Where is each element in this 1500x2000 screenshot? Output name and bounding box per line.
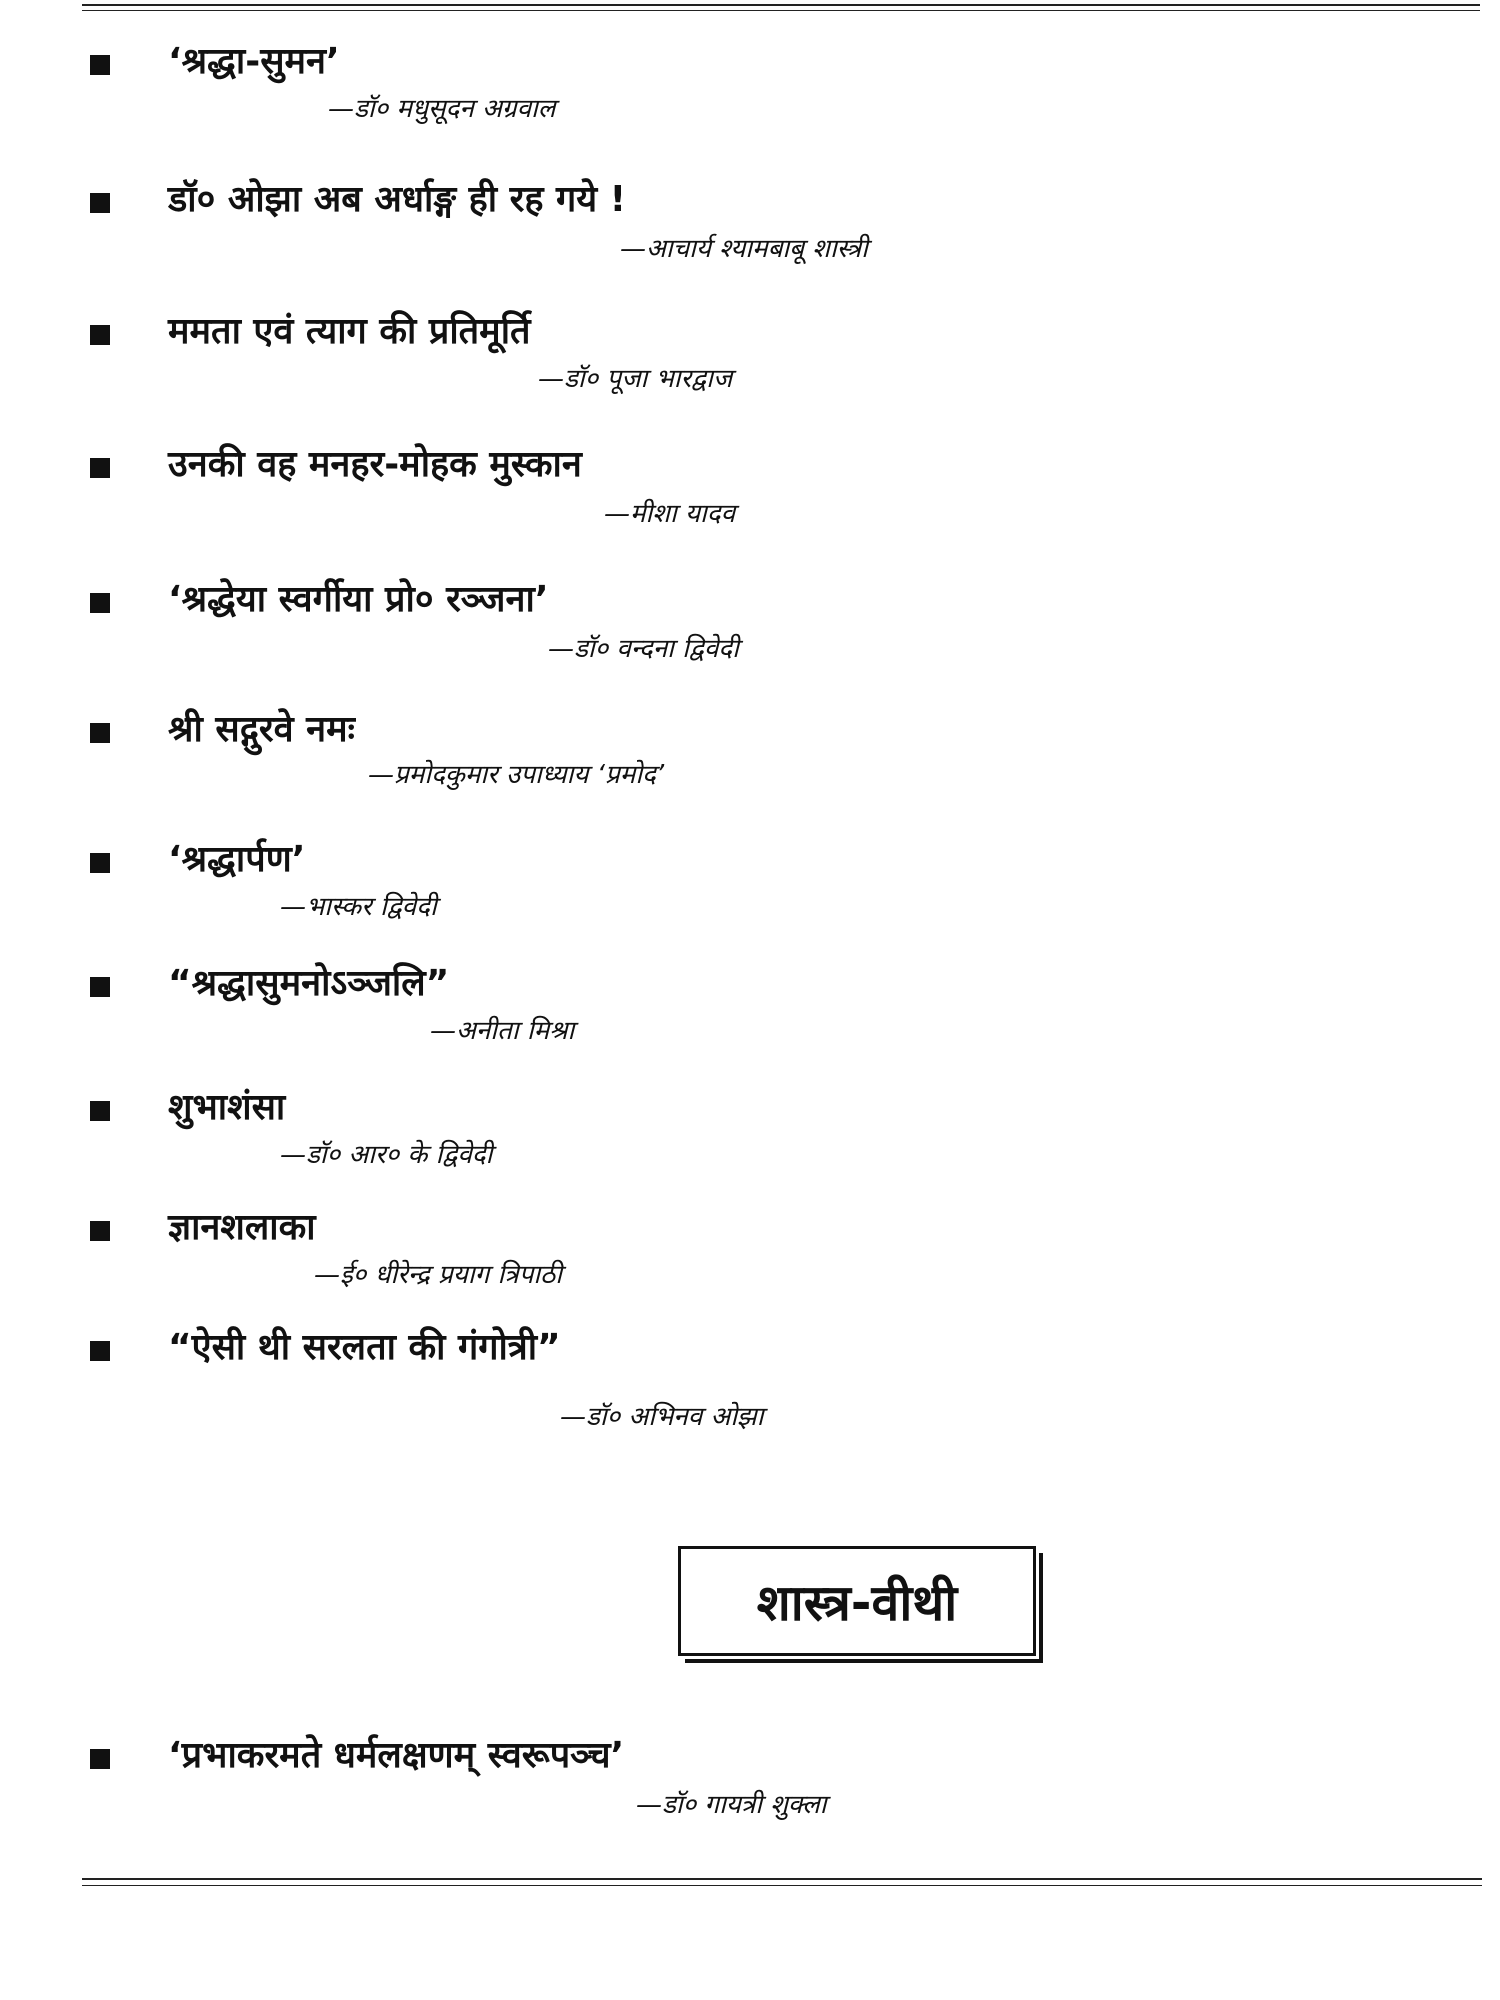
list-item (0, 578, 1500, 698)
entry-title: ज्ञानशलाका (168, 1207, 316, 1248)
list-item (0, 310, 1500, 430)
bullet-icon (90, 1749, 110, 1769)
entry-title: “ऐसी थी सरलता की गंगोत्री” (168, 1327, 561, 1368)
bullet-icon (90, 1221, 110, 1241)
bullet-icon (90, 325, 110, 345)
entry-title: “श्रद्धासुमनोऽञ्जलि” (168, 963, 450, 1004)
bottom-rule-thin (82, 1885, 1482, 1886)
list-item (0, 708, 1500, 828)
entry-author: —ई० धीरेन्द्र प्रयाग त्रिपाठी (314, 1260, 562, 1290)
entry-title: ‘श्रद्धा-सुमन’ (168, 41, 340, 82)
bullet-icon (90, 977, 110, 997)
list-item (0, 40, 1500, 160)
entry-title: डॉ० ओझा अब अर्धाङ्ग ही रह गये ! (168, 179, 627, 220)
entry-author: —डॉ० मधुसूदन अग्रवाल (328, 94, 556, 124)
entry-title: उनकी वह मनहर-मोहक मुस्कान (168, 444, 582, 485)
bullet-icon (90, 458, 110, 478)
entry-author: —भास्कर द्विवेदी (280, 892, 437, 922)
top-rule (82, 4, 1480, 6)
entry-author: —अनीता मिश्रा (430, 1016, 575, 1046)
entry-title: श्री सद्गुरवे नमः (168, 709, 355, 750)
entry-title: शुभाशंसा (168, 1087, 286, 1128)
list-item (0, 443, 1500, 563)
entry-title: ‘श्रद्धेया स्वर्गीया प्रो० रञ्जना’ (168, 579, 549, 620)
entry-author: —डॉ० वन्दना द्विवेदी (548, 634, 739, 664)
section-heading-box (678, 1546, 1036, 1656)
list-item (0, 838, 1500, 958)
list-item (0, 1734, 1500, 1854)
bullet-icon (90, 1101, 110, 1121)
list-item (0, 1206, 1500, 1326)
entry-author: —प्रमोदकुमार उपाध्याय ‘प्रमोद’ (368, 760, 665, 790)
bullet-icon (90, 1341, 110, 1361)
bullet-icon (90, 55, 110, 75)
top-rule-thin (82, 10, 1480, 11)
entry-author: —डॉ० गायत्री शुक्ला (636, 1790, 827, 1820)
entry-author: —डॉ० अभिनव ओझा (560, 1402, 764, 1432)
entry-author: —डॉ० पूजा भारद्वाज (538, 364, 733, 394)
list-item (0, 178, 1500, 298)
list-item (0, 962, 1500, 1082)
entry-title: ममता एवं त्याग की प्रतिमूर्ति (168, 311, 531, 352)
bullet-icon (90, 593, 110, 613)
bullet-icon (90, 723, 110, 743)
section-title: शास्त्र-वीथी (756, 1574, 958, 1632)
bottom-rule (82, 1878, 1482, 1880)
entry-author: —डॉ० आर० के द्विवेदी (280, 1140, 493, 1170)
bullet-icon (90, 853, 110, 873)
list-item (0, 1326, 1500, 1446)
entry-title: ‘प्रभाकरमते धर्मलक्षणम् स्वरूपञ्च’ (168, 1735, 625, 1776)
entry-author: —आचार्य श्यामबाबू शास्त्री (620, 234, 868, 264)
bullet-icon (90, 193, 110, 213)
entry-title: ‘श्रद्धार्पण’ (168, 839, 306, 880)
list-item (0, 1086, 1500, 1206)
entry-author: —मीशा यादव (604, 499, 736, 529)
